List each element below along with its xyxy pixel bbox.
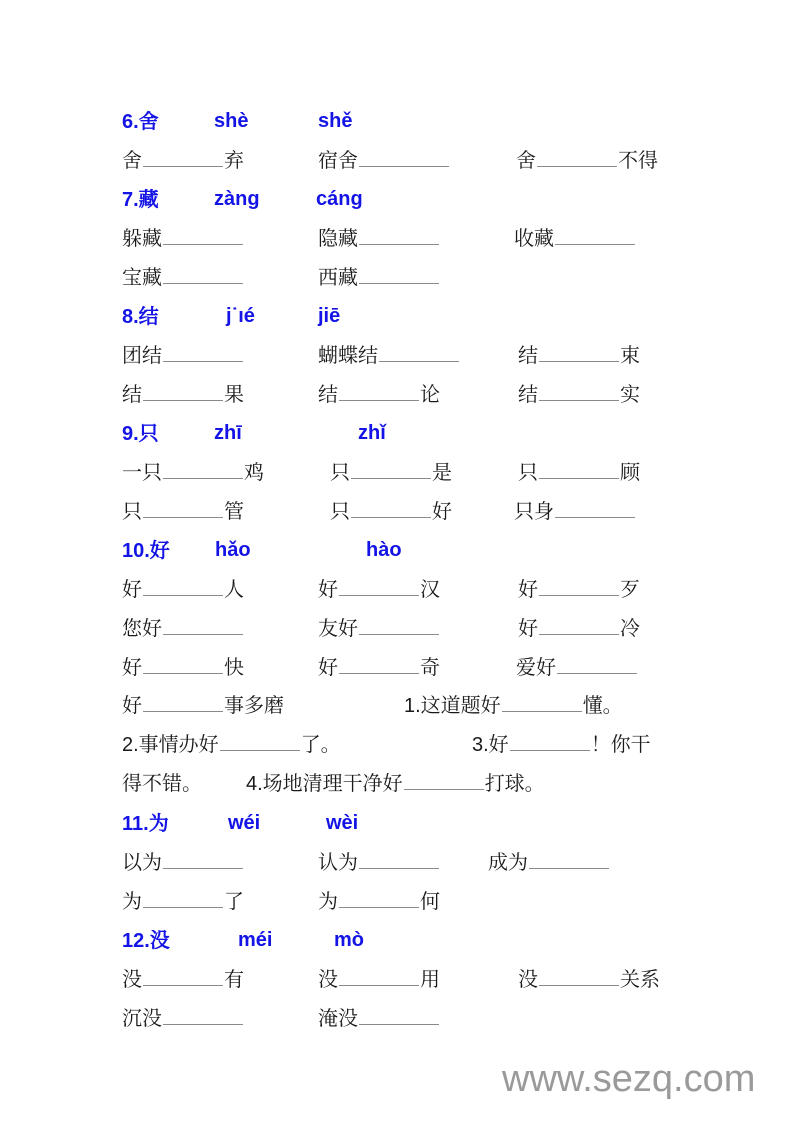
answer-blank[interactable]: [539, 614, 619, 635]
word-item: 收藏: [514, 223, 636, 253]
word-item: 爱好: [516, 652, 638, 682]
pinyin-1: j˙ıé: [226, 305, 255, 327]
answer-blank[interactable]: [539, 575, 619, 596]
pinyin-1: shè: [214, 110, 249, 132]
pinyin-1: méi: [238, 929, 273, 951]
answer-blank[interactable]: [379, 341, 459, 362]
word-item: 没 有: [122, 967, 244, 991]
answer-blank[interactable]: [351, 497, 431, 518]
pinyin-1: zàng: [214, 188, 260, 210]
section-title: 12.没: [122, 930, 170, 952]
answer-blank[interactable]: [339, 380, 419, 401]
word-item: 只身: [514, 496, 636, 526]
word-item: 结 束: [518, 343, 640, 367]
answer-blank[interactable]: [143, 380, 223, 401]
section-heading-11: [122, 808, 359, 838]
section-heading-12: [122, 925, 364, 955]
answer-blank[interactable]: [163, 848, 243, 869]
word-item: 好 事多磨: [122, 691, 284, 721]
word-item: 以为: [122, 847, 244, 877]
watermark: www.sezq.com: [502, 1058, 756, 1100]
sentence-3-continued: 得不错。: [122, 773, 202, 795]
word-item: 蝴蝶结: [318, 340, 460, 370]
answer-blank[interactable]: [510, 730, 590, 751]
word-item: 只 好: [330, 499, 452, 523]
answer-blank[interactable]: [557, 653, 637, 674]
answer-blank[interactable]: [339, 653, 419, 674]
word-item: 友好: [318, 613, 440, 643]
answer-blank[interactable]: [539, 458, 619, 479]
word-item: 舍 弃: [122, 148, 244, 172]
word-item: 您好: [122, 613, 244, 643]
answer-blank[interactable]: [539, 965, 619, 986]
answer-blank[interactable]: [555, 224, 635, 245]
answer-blank[interactable]: [359, 146, 449, 167]
answer-blank[interactable]: [220, 730, 300, 751]
word-item: 好 汉: [318, 577, 440, 601]
answer-blank[interactable]: [163, 458, 243, 479]
word-item: 躲藏: [122, 223, 244, 253]
answer-blank[interactable]: [359, 614, 439, 635]
word-item: 没 关系: [518, 967, 660, 991]
answer-blank[interactable]: [143, 691, 223, 712]
section-title: 11.为: [122, 813, 169, 835]
word-item: 只 是: [330, 460, 452, 484]
word-item: 好 冷: [518, 616, 640, 640]
section-heading-8: [122, 301, 341, 331]
answer-blank[interactable]: [163, 224, 243, 245]
word-item: 好 人: [122, 577, 244, 601]
answer-blank[interactable]: [339, 575, 419, 596]
pinyin-1: wéi: [228, 812, 261, 834]
section-heading-9: [122, 418, 386, 448]
section-heading-6: [122, 106, 353, 136]
answer-blank[interactable]: [143, 146, 223, 167]
answer-blank[interactable]: [351, 458, 431, 479]
word-item: 淹没: [318, 1003, 440, 1033]
section-title: 10.好: [122, 540, 170, 562]
pinyin-2: cáng: [316, 188, 363, 210]
section-title: 8.结: [122, 306, 159, 328]
word-item: 没 用: [318, 967, 440, 991]
word-item: 结 实: [518, 382, 640, 406]
word-item: 隐藏: [318, 223, 440, 253]
sentence-4: 4.场地清理干净好 打球。: [246, 769, 545, 799]
answer-blank[interactable]: [163, 263, 243, 284]
answer-blank[interactable]: [539, 380, 619, 401]
word-item: 成为: [488, 847, 610, 877]
answer-blank[interactable]: [143, 887, 223, 908]
section-heading-10: [122, 535, 402, 565]
word-item: 好 奇: [318, 655, 440, 679]
sentence-1: 1.这道题好 懂。: [404, 691, 623, 721]
answer-blank[interactable]: [163, 614, 243, 635]
word-item: 结 果: [122, 382, 244, 406]
word-item: 为 何: [318, 889, 440, 913]
answer-blank[interactable]: [539, 341, 619, 362]
pinyin-2: hào: [366, 539, 402, 561]
answer-blank[interactable]: [359, 263, 439, 284]
word-item: 宝藏: [122, 262, 244, 292]
pinyin-1: hǎo: [215, 539, 251, 561]
pinyin-2: mò: [334, 929, 364, 951]
sentence-2: 2.事情办好 了。: [122, 730, 341, 760]
answer-blank[interactable]: [502, 691, 582, 712]
word-item: 沉没: [122, 1003, 244, 1033]
word-item: 好 歹: [518, 577, 640, 601]
word-item: 只 顾: [518, 460, 640, 484]
answer-blank[interactable]: [359, 224, 439, 245]
pinyin-2: zhǐ: [358, 422, 386, 444]
pinyin-1: zhī: [214, 422, 242, 444]
word-item: 团结: [122, 340, 244, 370]
section-title: 9.只: [122, 423, 159, 445]
section-heading-7: [122, 184, 363, 214]
section-title: 7.藏: [122, 189, 159, 211]
answer-blank[interactable]: [143, 575, 223, 596]
word-item: 舍 不得: [516, 148, 658, 172]
word-item: 认为: [318, 847, 440, 877]
answer-blank[interactable]: [359, 848, 439, 869]
word-item: 只 管: [122, 499, 244, 523]
answer-blank[interactable]: [143, 653, 223, 674]
answer-blank[interactable]: [529, 848, 609, 869]
word-item: 宿舍: [318, 145, 450, 175]
word-item: 为 了: [122, 889, 244, 913]
word-item: 西藏: [318, 262, 440, 292]
answer-blank[interactable]: [163, 1004, 243, 1025]
word-item: 结 论: [318, 382, 440, 406]
answer-blank[interactable]: [537, 146, 617, 167]
answer-blank[interactable]: [143, 497, 223, 518]
answer-blank[interactable]: [359, 1004, 439, 1025]
word-item: 一只 鸡: [122, 460, 264, 484]
section-title: 6.舍: [122, 111, 159, 133]
answer-blank[interactable]: [339, 887, 419, 908]
pinyin-2: jiē: [318, 305, 341, 327]
word-item: 好 快: [122, 655, 244, 679]
answer-blank[interactable]: [143, 965, 223, 986]
answer-blank[interactable]: [163, 341, 243, 362]
sentence-3: 3.好 ！你干: [472, 730, 651, 760]
answer-blank[interactable]: [555, 497, 635, 518]
pinyin-2: wèi: [326, 812, 359, 834]
pinyin-2: shě: [318, 110, 353, 132]
answer-blank[interactable]: [339, 965, 419, 986]
answer-blank[interactable]: [404, 769, 484, 790]
